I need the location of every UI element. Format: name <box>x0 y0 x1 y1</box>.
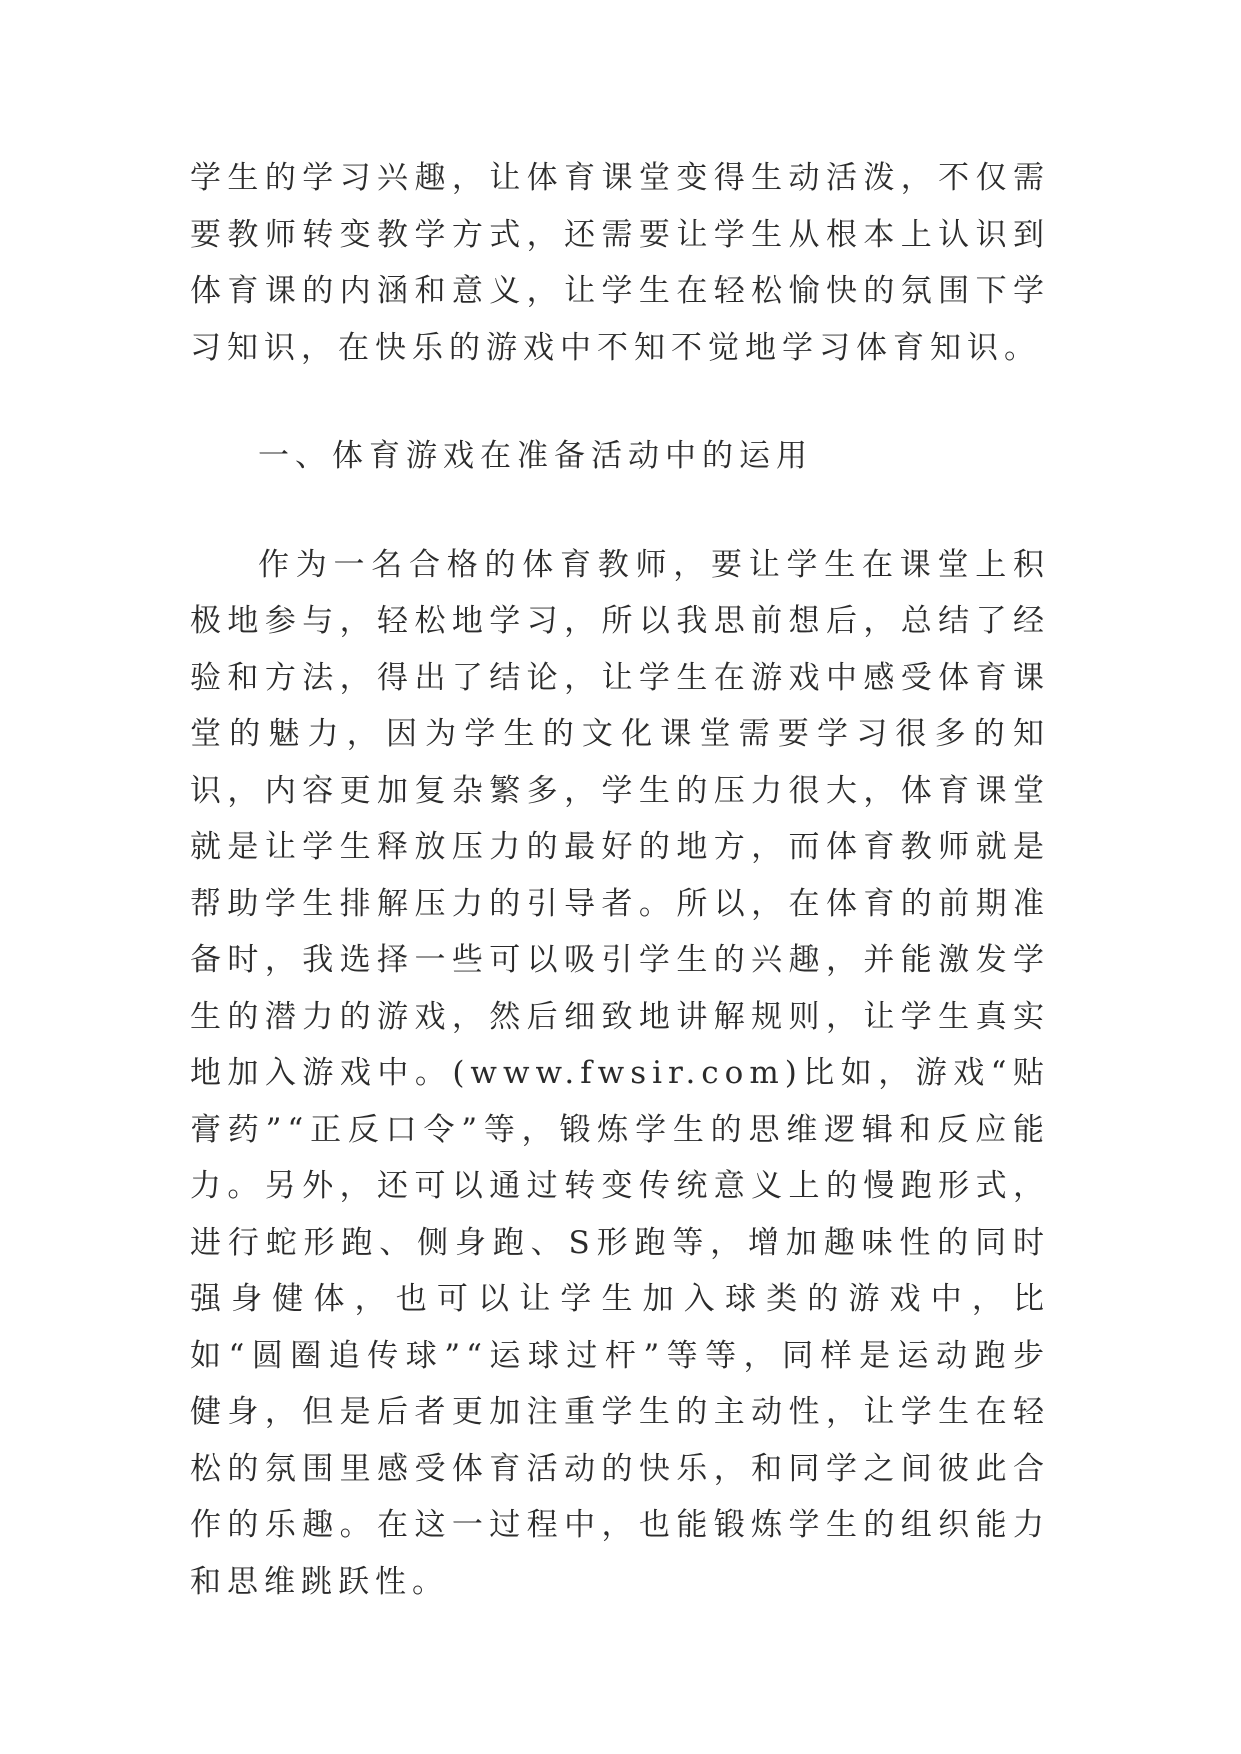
intro-paragraph: 学生的学习兴趣，让体育课堂变得生动活泼，不仅需要教师转变教学方式，还需要让学生从根本上认识到体育课的内涵和意义，让学生在轻松愉快的氛围下学习知识，在快乐的游戏中不知不觉地学习体育知识。 <box>190 160 1050 366</box>
document-body <box>190 150 1050 1610</box>
body-paragraph: 作为一名合格的体育教师，要让学生在课堂上积极地参与，轻松地学习，所以我思前想后，总结了经验和方法，得出了结论，让学生在游戏中感受体育课堂的魅力，因为学生的文化课堂需要学习很多的知识，内容更加复杂繁多，学生的压力很大，体育课堂就是让学生释放压力的最好的地方，而体育教师就是帮助学生排解压力的引导者。所以，在体育的前期准备时，我选择一些可以吸引学生的兴趣，并能激发学生的潜力的游戏，然后细致地讲解规则，让学生真实地加入游戏中。(www.fwsir.com)比如，游戏“贴膏药”“正反口令”等，锻炼学生的思维逻辑和反应能力。另外，还可以通过转变传统意义上的慢跑形式，进行蛇形跑、侧身跑、S形跑等，增加趣味性的同时强身健体，也可以让学生加入球类的游戏中，比如“圆圈追传球”“运球过杆”等等，同样是运动跑步健身，但是后者更加注重学生的主动性，让学生在轻松的氛围里感受体育活动的快乐，和同学之间彼此合作的乐趣。在这一过程中，也能锻炼学生的组织能力和思维跳跃性。 <box>190 546 1050 1600</box>
section-heading: 一、体育游戏在准备活动中的运用 <box>258 438 813 474</box>
